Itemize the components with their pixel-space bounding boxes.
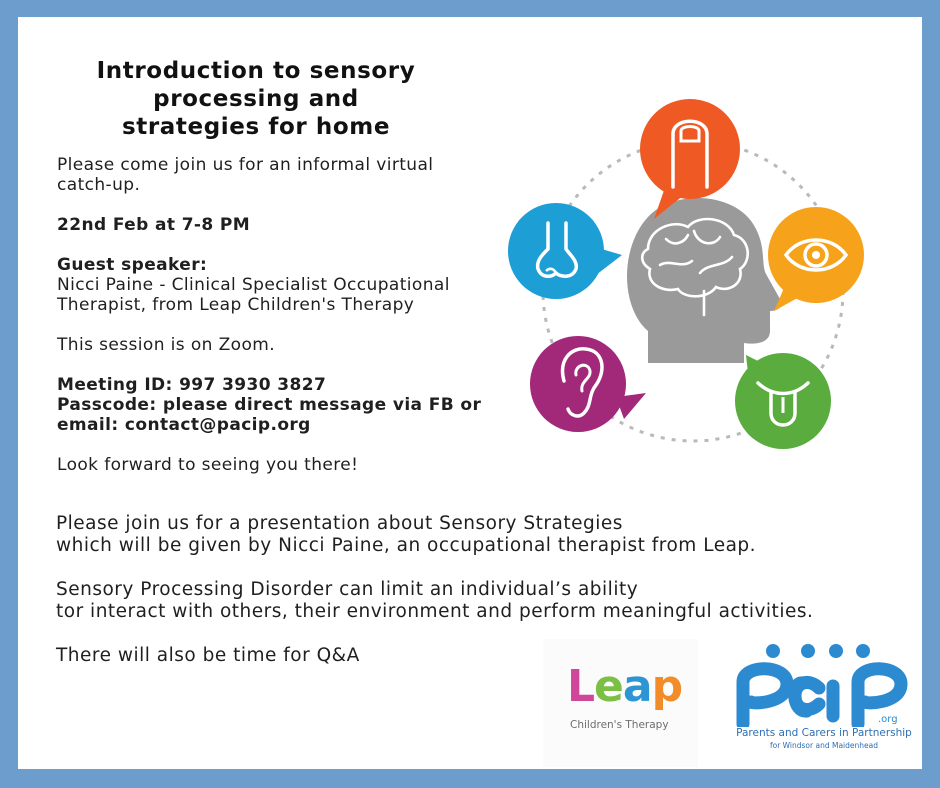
leap-wordmark	[567, 661, 683, 712]
meeting-id: Meeting ID: 997 3930 3827	[57, 375, 327, 395]
zoom-text: This session is on Zoom.	[57, 335, 276, 355]
event-details	[57, 155, 487, 495]
guest-text: Nicci Paine - Clinical Specialist Occupational Therapist, from Leap Children's Therapy	[57, 275, 450, 315]
closing-text: Look forward to seeing you there!	[57, 455, 359, 475]
description-para-3: There will also be time for Q&A	[56, 645, 360, 666]
desc-2-line-1: Sensory Processing Disorder can limit an individual’s ability	[56, 579, 639, 600]
description-para-2	[56, 579, 896, 623]
leap-letter-p: p	[651, 661, 683, 712]
leap-letter-l: L	[567, 661, 595, 712]
guest-label: Guest speaker:	[57, 255, 208, 275]
pacip-org-suffix: .org	[878, 714, 898, 725]
passcode: Passcode: please direct message via FB or email: contact@pacip.org	[57, 395, 482, 435]
intro-text: Please come join us for an informal virtual catch-up.	[57, 155, 434, 195]
flyer-card	[18, 17, 922, 769]
desc-2-line-2: tor interact with others, their environment and perform meaningful activities.	[56, 601, 814, 622]
description-para-1	[56, 513, 896, 557]
guest-speaker	[57, 255, 487, 315]
nose-icon	[508, 203, 622, 299]
desc-1-line-2: which will be given by Nicci Paine, an occupational therapist from Leap.	[56, 535, 757, 556]
senses-graphic	[488, 79, 888, 479]
ear-icon	[530, 336, 646, 432]
brain-head-icon	[627, 198, 781, 363]
event-date: 22nd Feb at 7-8 PM	[57, 215, 251, 235]
leap-letter-e: e	[594, 661, 623, 712]
leap-logo	[543, 639, 698, 767]
pacip-tagline: Parents and Carers in Partnership	[736, 727, 912, 739]
desc-1-line-1: Please join us for a presentation about Sensory Strategies	[56, 513, 623, 534]
leap-subtitle: Children's Therapy	[570, 719, 669, 731]
flyer-title: Introduction to sensory processing and strategies for home	[96, 58, 416, 140]
pacip-location: for Windsor and Maidenhead	[769, 741, 878, 750]
pacip-logo	[733, 642, 913, 762]
eye-icon	[768, 207, 864, 311]
tongue-icon	[735, 353, 831, 449]
leap-letter-a: a	[622, 661, 652, 712]
meeting-info	[57, 375, 487, 435]
